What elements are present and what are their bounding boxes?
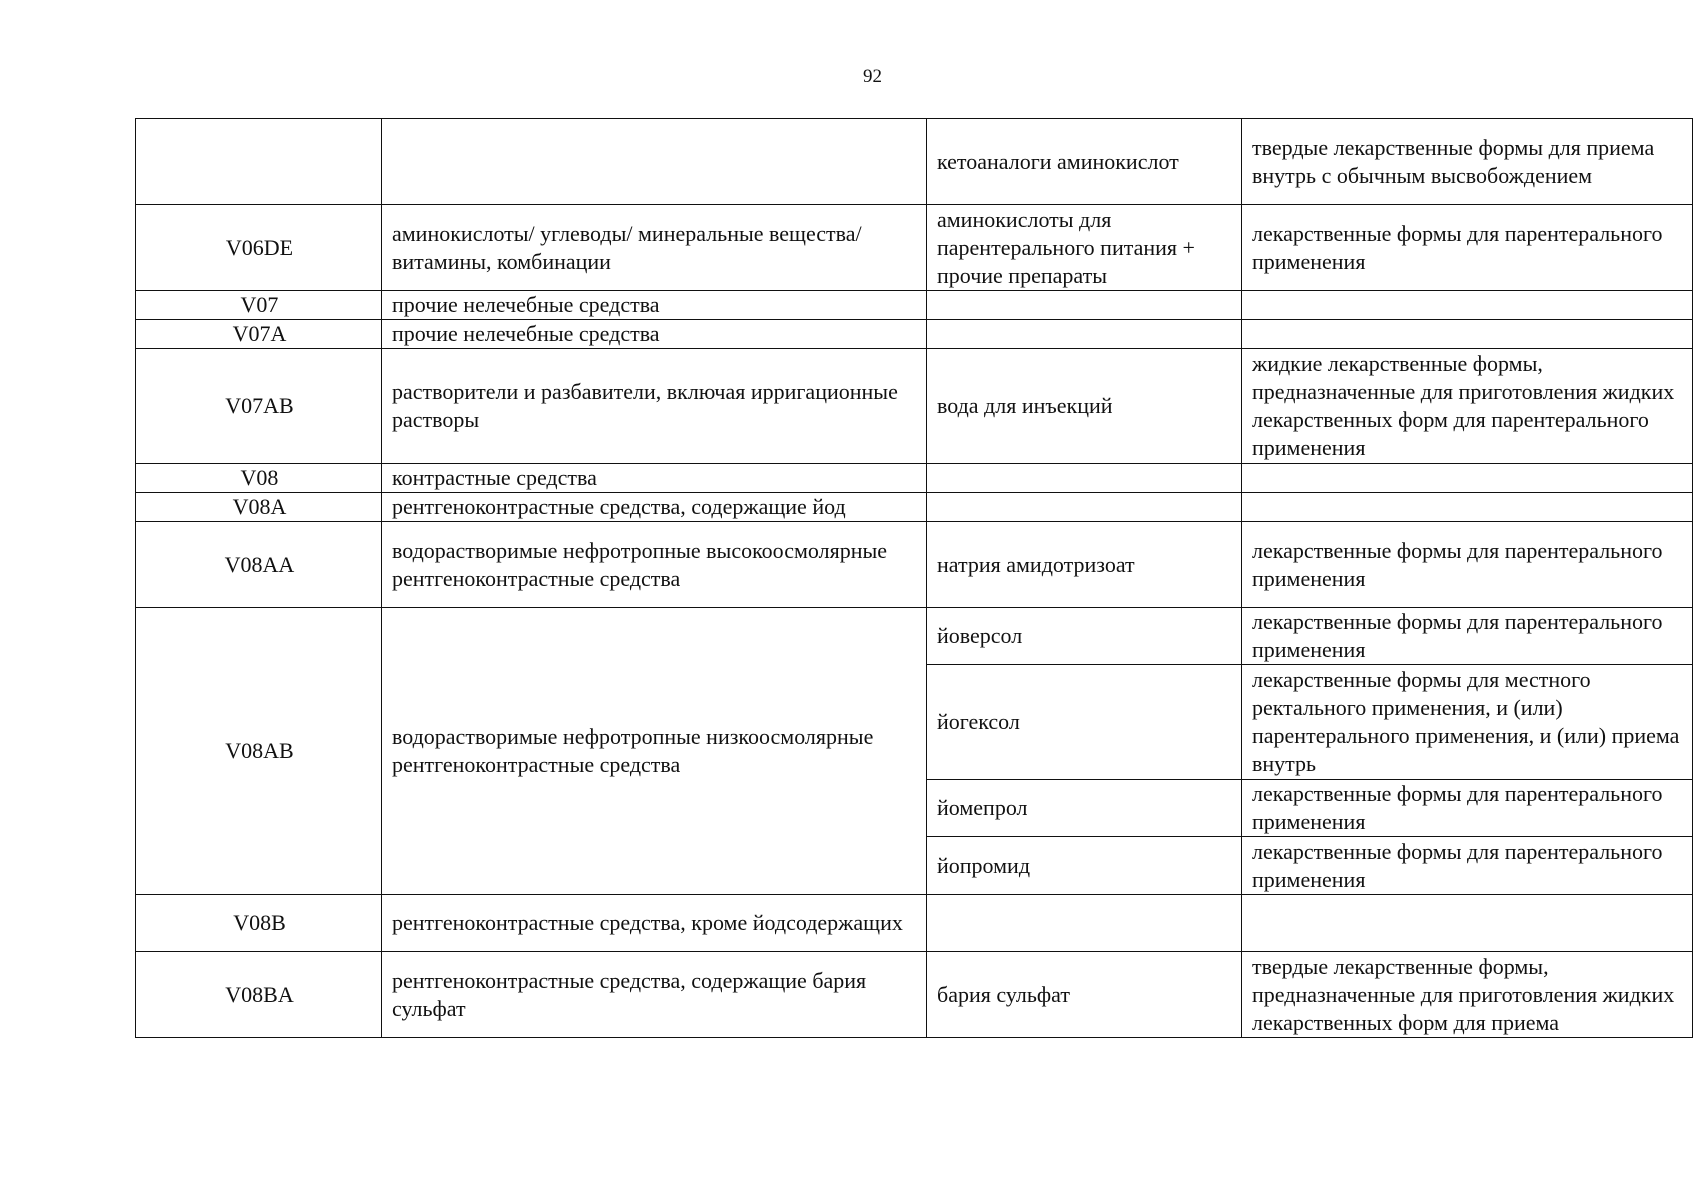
table-row <box>136 464 1693 493</box>
drug-name-cell: йоверсол <box>927 608 1242 665</box>
drug-name-cell: натрия амидотризоат <box>927 522 1242 608</box>
table-row <box>136 493 1693 522</box>
atc-group-cell: водорастворимые нефротропные высокоосмолярные рентгеноконтрастные средства <box>382 522 927 608</box>
atc-code-cell: V07 <box>136 291 382 320</box>
atc-code-cell: V08BA <box>136 952 382 1038</box>
table-row <box>136 320 1693 349</box>
drug-name-cell: йопромид <box>927 837 1242 895</box>
dosage-form-cell <box>1242 464 1693 493</box>
atc-code-cell: V08AB <box>136 608 382 895</box>
atc-group-cell: контрастные средства <box>382 464 927 493</box>
dosage-form-cell <box>1242 320 1693 349</box>
atc-drug-table <box>135 118 1693 1038</box>
atc-group-cell: рентгеноконтрастные средства, кроме йодсодержащих <box>382 895 927 952</box>
dosage-form-cell: лекарственные формы для парентерального применения <box>1242 837 1693 895</box>
table-row <box>136 205 1693 291</box>
dosage-form-cell <box>1242 291 1693 320</box>
drug-name-cell <box>927 291 1242 320</box>
drug-name-cell <box>927 493 1242 522</box>
dosage-form-cell: жидкие лекарственные формы, предназначенные для приготовления жидких лекарственных форм для парентерального применения <box>1242 349 1693 464</box>
atc-group-cell: прочие нелечебные средства <box>382 320 927 349</box>
table-row <box>136 952 1693 1038</box>
atc-code-cell: V08AA <box>136 522 382 608</box>
table-row <box>136 291 1693 320</box>
atc-code-cell: V07AB <box>136 349 382 464</box>
drug-name-cell: аминокислоты для парентерального питания + прочие препараты <box>927 205 1242 291</box>
drug-name-cell: бария сульфат <box>927 952 1242 1038</box>
atc-code-cell: V08A <box>136 493 382 522</box>
dosage-form-cell: лекарственные формы для парентерального применения <box>1242 608 1693 665</box>
dosage-form-cell: твердые лекарственные формы, предназначенные для приготовления жидких лекарственных форм для приема <box>1242 952 1693 1038</box>
dosage-form-cell: лекарственные формы для местного ректального применения, и (или) парентерального применения, и (или) приема внутрь <box>1242 665 1693 780</box>
drug-name-cell <box>927 464 1242 493</box>
table-row <box>136 119 1693 205</box>
dosage-form-cell: лекарственные формы для парентерального применения <box>1242 205 1693 291</box>
table-row <box>136 895 1693 952</box>
drug-name-cell: йомепрол <box>927 780 1242 837</box>
drug-name-cell <box>927 895 1242 952</box>
dosage-form-cell <box>1242 895 1693 952</box>
atc-code-cell: V07A <box>136 320 382 349</box>
dosage-form-cell: лекарственные формы для парентерального применения <box>1242 522 1693 608</box>
atc-code-cell <box>136 119 382 205</box>
drug-name-cell: кетоаналоги аминокислот <box>927 119 1242 205</box>
dosage-form-cell: лекарственные формы для парентерального применения <box>1242 780 1693 837</box>
dosage-form-cell: твердые лекарственные формы для приема внутрь с обычным высвобождением <box>1242 119 1693 205</box>
atc-group-cell: прочие нелечебные средства <box>382 291 927 320</box>
drug-name-cell: вода для инъекций <box>927 349 1242 464</box>
table-row <box>136 349 1693 464</box>
atc-group-cell: рентгеноконтрастные средства, содержащие йод <box>382 493 927 522</box>
drug-name-cell <box>927 320 1242 349</box>
atc-code-cell: V06DE <box>136 205 382 291</box>
table-row <box>136 522 1693 608</box>
atc-group-cell: аминокислоты/ углеводы/ минеральные вещества/ витамины, комбинации <box>382 205 927 291</box>
table-row <box>136 608 1693 665</box>
atc-group-cell: растворители и разбавители, включая ирригационные растворы <box>382 349 927 464</box>
dosage-form-cell <box>1242 493 1693 522</box>
atc-code-cell: V08 <box>136 464 382 493</box>
atc-group-cell: водорастворимые нефротропные низкоосмолярные рентгеноконтрастные средства <box>382 608 927 895</box>
page-number: 92 <box>863 66 882 87</box>
atc-group-cell <box>382 119 927 205</box>
drug-name-cell: йогексол <box>927 665 1242 780</box>
atc-group-cell: рентгеноконтрастные средства, содержащие бария сульфат <box>382 952 927 1038</box>
atc-code-cell: V08B <box>136 895 382 952</box>
